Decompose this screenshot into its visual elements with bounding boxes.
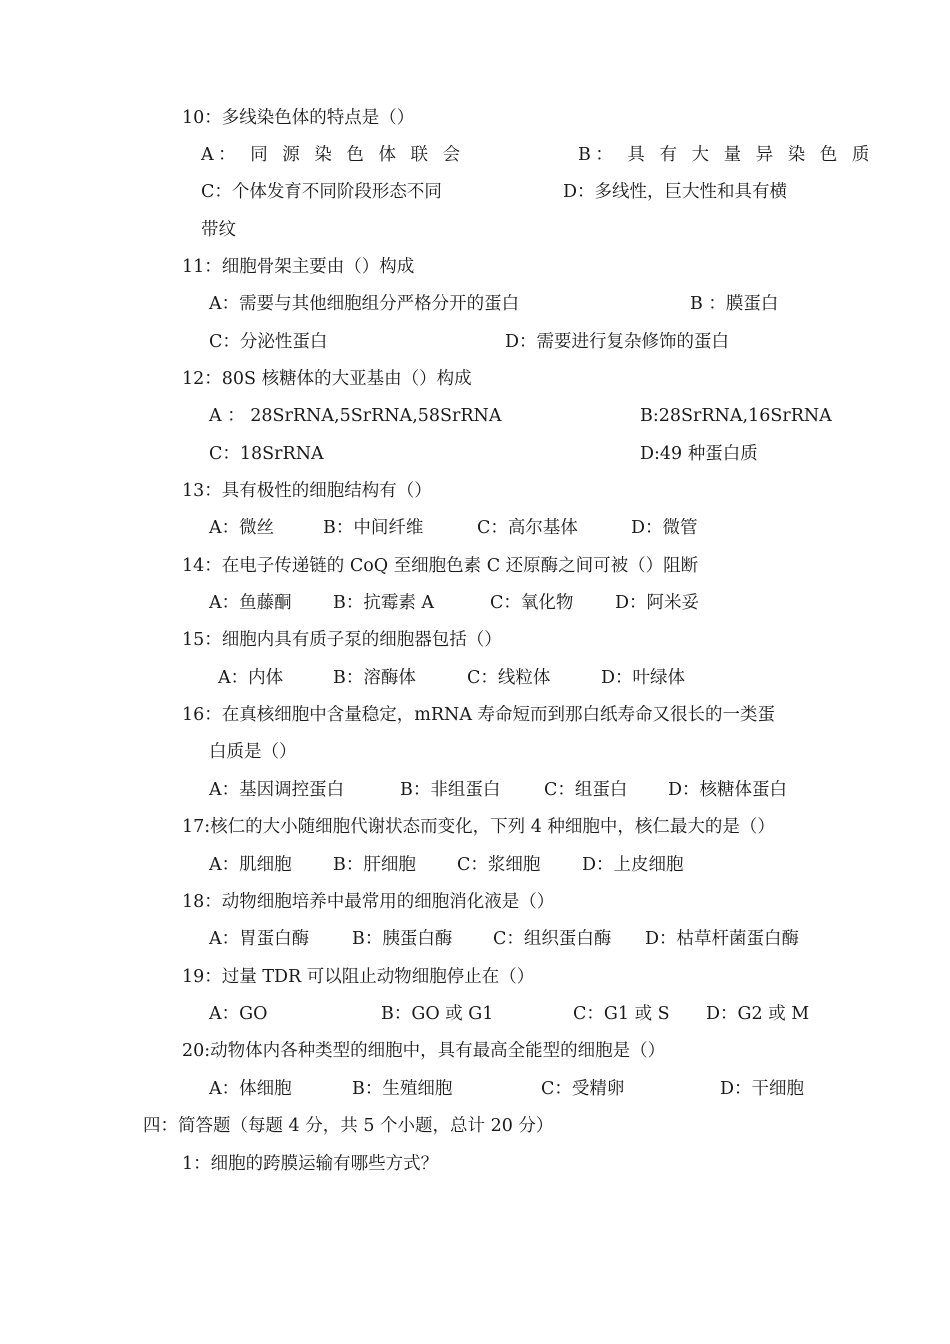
question-10-stem: 10：多线染色体的特点是（） — [182, 108, 415, 128]
question-19-stem: 19：过量 TDR 可以阻止动物细胞停止在（） — [182, 967, 535, 987]
question-12-option-b: B:28SrRNA,16SrRNA — [640, 406, 832, 426]
question-16-option-c: C：组蛋白 — [544, 780, 628, 800]
question-13-stem: 13：具有极性的细胞结构有（） — [182, 481, 432, 501]
question-19-option-a: A：GO — [209, 1004, 268, 1024]
question-10-option-c: C：个体发育不同阶段形态不同 — [201, 182, 442, 202]
question-20-option-a: A：体细胞 — [209, 1079, 292, 1099]
question-15-option-c: C：线粒体 — [467, 668, 551, 688]
question-15-option-a: A：内体 — [218, 668, 284, 688]
question-17-stem: 17:核仁的大小随细胞代谢状态而变化，下列 4 种细胞中，核仁最大的是（） — [182, 817, 775, 837]
question-14-option-b: B：抗霉素 A — [333, 593, 435, 613]
question-18-option-b: B：胰蛋白酶 — [352, 929, 453, 949]
question-12-option-c: C：18SrRNA — [209, 444, 324, 464]
question-16-option-a: A：基因调控蛋白 — [209, 780, 345, 800]
question-17-option-b: B：肝细胞 — [333, 855, 416, 875]
question-11-option-b: B ：膜蛋白 — [690, 294, 779, 314]
question-10-option-a: A： 同 源 染 色 体 联 会 — [201, 145, 465, 165]
question-11-option-c: C：分泌性蛋白 — [209, 332, 328, 352]
question-20-option-b: B：生殖细胞 — [352, 1079, 453, 1099]
question-16-stem: 16：在真核细胞中含量稳定，mRNA 寿命短而到那白纸寿命又很长的一类蛋 — [182, 705, 776, 725]
question-12-stem: 12：80S 核糖体的大亚基由（）构成 — [182, 369, 472, 389]
question-14-option-d: D：阿米妥 — [615, 593, 700, 613]
question-17-option-c: C：浆细胞 — [457, 855, 541, 875]
question-11-stem: 11：细胞骨架主要由（）构成 — [182, 257, 415, 277]
short-answer-question-1: 1：细胞的跨膜运输有哪些方式？ — [182, 1154, 439, 1174]
question-10-option-b: B： 具 有 大 量 异 染 色 质 — [578, 145, 874, 165]
question-13-option-b: B：中间纤维 — [323, 518, 424, 538]
section-title: 四：简答题（每题 4 分，共 5 个小题，总计 20 分） — [143, 1116, 554, 1136]
question-15-stem: 15：细胞内具有质子泵的细胞器包括（） — [182, 630, 502, 650]
question-14-option-a: A：鱼藤酮 — [209, 593, 292, 613]
question-13-option-a: A：微丝 — [209, 518, 275, 538]
question-12-option-a: A ： 28SrRNA,5SrRNA,58SrRNA — [209, 406, 502, 426]
question-11-option-d: D：需要进行复杂修饰的蛋白 — [505, 332, 730, 352]
question-15-option-b: B：溶酶体 — [333, 668, 416, 688]
question-16-option-b: B：非组蛋白 — [400, 780, 501, 800]
question-18-stem: 18：动物细胞培养中最常用的细胞消化液是（） — [182, 892, 555, 912]
question-12-option-d: D:49 种蛋白质 — [640, 444, 758, 464]
question-13-option-d: D：微管 — [631, 518, 698, 538]
question-16-stem-continuation: 白质是（） — [209, 742, 297, 762]
question-19-option-b: B：GO 或 G1 — [381, 1004, 494, 1024]
question-18-option-d: D：枯草杆菌蛋白酶 — [645, 929, 800, 949]
question-15-option-d: D：叶绿体 — [601, 668, 686, 688]
question-11-option-a: A：需要与其他细胞组分严格分开的蛋白 — [209, 294, 520, 314]
question-18-option-a: A：胃蛋白酶 — [209, 929, 310, 949]
question-14-stem: 14：在电子传递链的 CoQ 至细胞色素 C 还原酶之间可被（）阻断 — [182, 556, 699, 576]
question-20-stem: 20:动物体内各种类型的细胞中，具有最高全能型的细胞是（） — [182, 1041, 666, 1061]
question-20-option-d: D：干细胞 — [720, 1079, 805, 1099]
question-17-option-a: A：肌细胞 — [209, 855, 292, 875]
question-19-option-d: D：G2 或 M — [706, 1004, 810, 1024]
question-18-option-c: C：组织蛋白酶 — [493, 929, 612, 949]
question-10-option-d-continuation: 带纹 — [201, 220, 236, 240]
question-14-option-c: C：氧化物 — [490, 593, 574, 613]
question-20-option-c: C：受精卵 — [541, 1079, 625, 1099]
question-19-option-c: C：G1 或 S — [573, 1004, 670, 1024]
question-10-option-d: D：多线性，巨大性和具有横 — [563, 182, 788, 202]
question-17-option-d: D：上皮细胞 — [582, 855, 684, 875]
question-13-option-c: C：高尔基体 — [477, 518, 578, 538]
question-16-option-d: D：核糖体蛋白 — [668, 780, 788, 800]
